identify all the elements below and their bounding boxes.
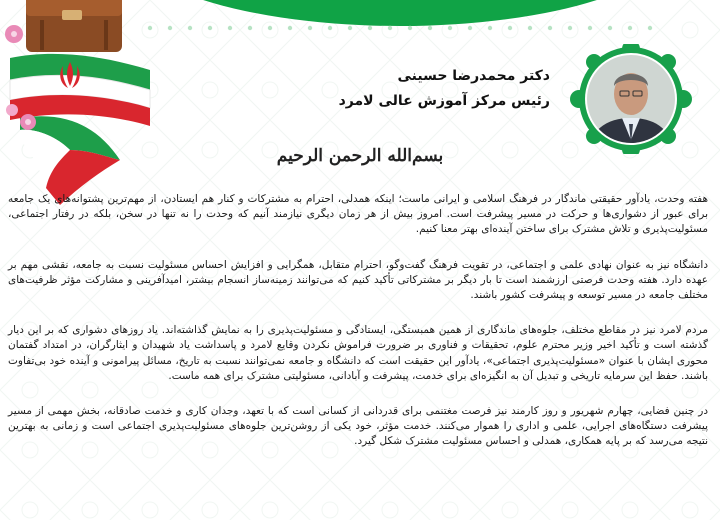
- author-role: رئیس مرکز آموزش عالی لامرد: [338, 93, 550, 109]
- banner-dot: [208, 26, 212, 30]
- message-body: [8, 192, 708, 450]
- banner-dot: [508, 26, 512, 30]
- banner-dot: [628, 26, 632, 30]
- banner-dot: [168, 26, 172, 30]
- banner-dot: [188, 26, 192, 30]
- banner-dot: [568, 26, 572, 30]
- banner-dots: [140, 20, 660, 36]
- banner-dot: [288, 26, 292, 30]
- banner-dot: [448, 26, 452, 30]
- banner-dot: [308, 26, 312, 30]
- banner-dot: [388, 26, 392, 30]
- banner-dot: [588, 26, 592, 30]
- banner-dot: [348, 26, 352, 30]
- banner-dot: [368, 26, 372, 30]
- leather-bag-icon: [26, 0, 122, 52]
- paragraph: هفته وحدت، یادآور حقیقتی ماندگار در فرهنگ اسلامی و ایرانی ماست؛ اینکه همدلی، احترام به مشترکات و کنار هم ایستادن، از مهم‌ترین پشتوانه‌های یک جامعه برای عبور از دشواری‌ها و حرکت در مسیر پیشرفت است. امروز بیش از هر زمان دیگری نیازمند آنیم که وحدت را نه تنها در سخن، بلکه در رفتار اجتماعی، مسئولیت‌پذیری و تلاش مشترک برای ساختن آینده‌ای بهتر معنا کنیم.: [8, 193, 708, 236]
- bismillah-heading: بسم‌الله الرحمن الرحیم: [276, 146, 444, 166]
- banner-dot: [228, 26, 232, 30]
- banner-dot: [408, 26, 412, 30]
- banner-dot: [608, 26, 612, 30]
- banner-dot: [528, 26, 532, 30]
- author-header: [290, 66, 550, 112]
- paragraph: دانشگاه نیز به عنوان نهادی علمی و اجتماعی، در تقویت فرهنگ گفت‌وگو، احترام متقابل، همگرایی و افزایش احساس مسئولیت نسبت به جامعه، نقشی مهم بر عهده دارد. هفته وحدت فرصتی ارزشمند است تا بار دیگر بر مشترکاتی تأکید کنیم که می‌توانند زمینه‌ساز انسجام بیشتر، امیدآفرینی و مشارکت مؤثر ظرفیت‌های مختلف جامعه در مسیر توسعه و پیشرفت کشور باشند.: [8, 258, 708, 302]
- banner-dot: [648, 26, 652, 30]
- author-name: دکتر محمدرضا حسینی: [397, 68, 550, 84]
- banner-dot: [428, 26, 432, 30]
- banner-dot: [488, 26, 492, 30]
- flag-decoration: [0, 0, 160, 210]
- paragraph: مردم لامرد نیز در مقاطع مختلف، جلوه‌های ماندگاری از همین همبستگی، ایستادگی و مسئولیت‌پذیری را به نمایش گذاشته‌اند. یاد روزهای دشواری که بر این دیار گذشته است و تأکید اخیر وزیر محترم علوم، تحقیقات و فناوری بر ضرورت فراموش نکردن وقایع لامرد و پاسداشت یاد شهیدان و ایثارگران، در امتداد گفتمان محوری ایشان با عنوان «مسئولیت‌پذیری اجتماعی»، یادآور این حقیقت است که دانشگاه و جامعه نمی‌توانند نسبت به تاریخ، مسائل پیرامونی و آینده خود بی‌تفاوت باشند. حفظ این سرمایه تاریخی و تبدیل آن به انگیزه‌ای برای خدمت، پیشرفت و آبادانی، مسئولیتی مشترک برای همه ماست.: [8, 324, 708, 382]
- paragraph: در چنین فضایی، چهارم شهریور و روز کارمند نیز فرصت مغتنمی برای قدردانی از کسانی است که با تعهد، وجدان کاری و خدمت صادقانه، بخش مهمی از مسیر پیشرفت دستگاه‌های اجرایی، علمی و اداری را هموار می‌کنند. خدمت مؤثر، خود یکی از روشن‌ترین جلوه‌های مسئولیت‌پذیری اجتماعی است و زمانی به بهترین نتیجه می‌رسد که بر پایه همکاری، همدلی و احساس مسئولیت مشترک شکل گیرد.: [8, 405, 708, 448]
- banner-dot: [248, 26, 252, 30]
- banner-dot: [328, 26, 332, 30]
- portrait-photo: [556, 44, 706, 154]
- banner-dot: [468, 26, 472, 30]
- banner-dot: [548, 26, 552, 30]
- banner-dot: [268, 26, 272, 30]
